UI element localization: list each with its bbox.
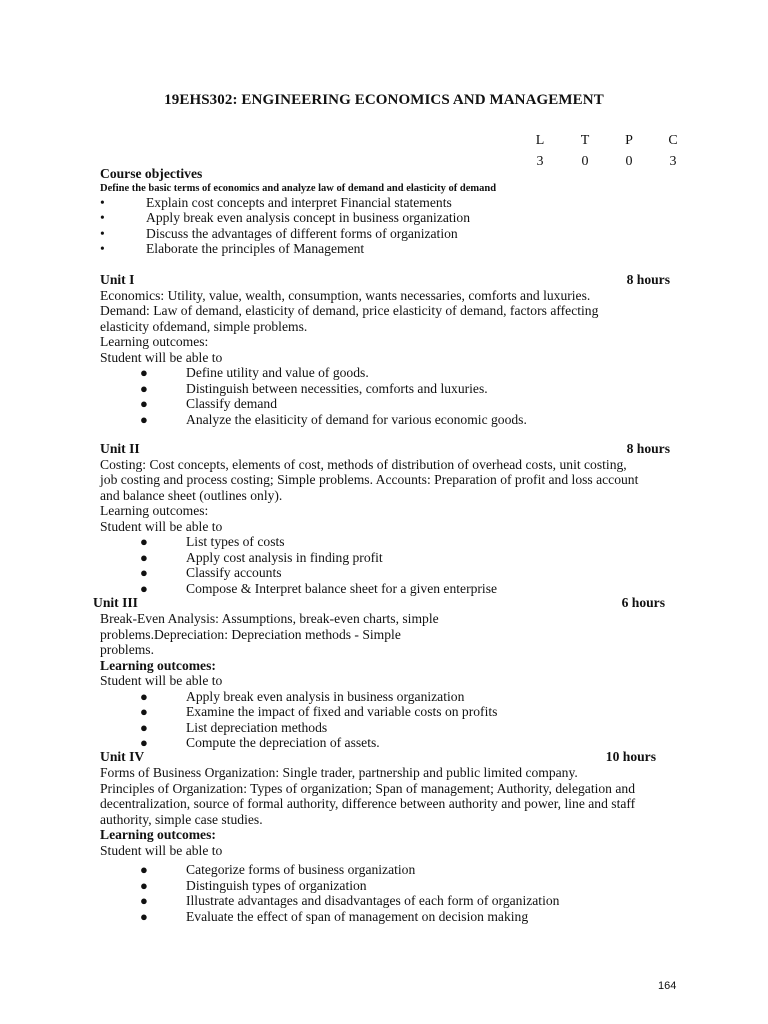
outcome-item: ● Apply break even analysis in business organization: [100, 689, 670, 705]
page-number: 164: [658, 980, 677, 992]
unit-header: [100, 441, 670, 457]
bullet-icon: ●: [140, 380, 148, 396]
unit-text-line: Student will be able to: [100, 349, 223, 365]
outcome-item: ● Categorize forms of business organization: [100, 862, 670, 878]
outcome-item: ● Define utility and value of goods.: [100, 365, 670, 381]
objective-item: • Discuss the advantages of different forms of organization: [100, 225, 458, 241]
outcome-item: ● Illustrate advantages and disadvantages of each form of organization: [100, 893, 670, 909]
objectives-lead: Define the basic terms of economics and analyze law of demand and elasticity of demand: [100, 182, 497, 194]
bullet-icon: ●: [140, 549, 148, 565]
outcome-item: ● List types of costs: [100, 534, 670, 550]
bullet-icon: ●: [140, 908, 148, 924]
unit-text-line: Economics: Utility, value, wealth, consumption, wants necessaries, comforts and luxuries.: [100, 287, 591, 303]
bullet-icon: ●: [140, 704, 148, 719]
ltpc-value-p: 0: [625, 154, 633, 169]
bullet-icon: •: [100, 225, 105, 241]
unit-text-line: and balance sheet (outlines only).: [100, 487, 283, 503]
unit-text-line: decentralization, source of formal authority, difference between authority and power, line and staff: [100, 796, 636, 811]
learning-outcomes-heading: Learning outcomes:: [100, 657, 216, 673]
unit-hours: 10 hours: [605, 749, 656, 764]
outcome-item: ● Analyze the elasiticity of demand for various economic goods.: [100, 412, 670, 428]
learning-outcomes-heading: Learning outcomes:: [100, 827, 216, 842]
bullet-icon: ●: [140, 719, 148, 735]
bullet-icon: ●: [140, 688, 148, 704]
outcome-item: ● Apply cost analysis in finding profit: [100, 550, 670, 566]
bullet-icon: ●: [140, 580, 148, 596]
outcome-item: ● Distinguish types of organization: [100, 878, 670, 894]
ltpc-header-t: T: [580, 133, 590, 148]
student-line: Student will be able to: [100, 842, 223, 858]
unit-3-header: [93, 595, 665, 611]
objective-item: • Apply break even analysis concept in business organization: [100, 210, 471, 225]
bullet-icon: ●: [140, 862, 148, 877]
unit-name: Unit III: [93, 595, 138, 610]
unit-text-line: Forms of Business Organization: Single trader, partnership and public limited company.: [100, 765, 578, 780]
unit-hours: 6 hours: [621, 595, 665, 610]
unit-name: Unit II: [100, 441, 140, 456]
unit-4-outcomes: [100, 862, 670, 924]
unit-text-line: Student will be able to: [100, 518, 223, 534]
outcome-item: ● Examine the impact of fixed and variable costs on profits: [100, 704, 670, 720]
objectives-heading: Course objectives: [100, 166, 203, 181]
outcome-item: ● Classify demand: [100, 396, 670, 412]
unit-4-header: [100, 749, 656, 765]
unit-4: [100, 765, 670, 858]
unit-hours: 8 hours: [626, 441, 670, 456]
unit-header: [100, 272, 670, 288]
unit-text-line: problems.Depreciation: Depreciation methods - Simple: [100, 626, 401, 642]
bullet-icon: ●: [140, 396, 148, 411]
objective-item: • Explain cost concepts and interpret Financial statements: [100, 194, 452, 210]
ltpc-header-l: L: [535, 133, 545, 148]
unit-3: [100, 611, 670, 751]
student-line: Student will be able to: [100, 673, 223, 688]
unit-text-line: authority, simple case studies.: [100, 811, 263, 827]
unit-text-line: Principles of Organization: Types of organization; Span of management; Authority, delegation and: [100, 780, 636, 796]
bullet-icon: •: [100, 210, 105, 225]
unit-text-line: elasticity ofdemand, simple problems.: [100, 318, 308, 334]
unit-text-line: Learning outcomes:: [100, 334, 209, 349]
ltpc-value-l: 3: [536, 154, 544, 169]
ltpc-header-c: C: [668, 133, 678, 148]
outcome-item: ● Classify accounts: [100, 565, 670, 581]
objective-item: • Elaborate the principles of Management: [100, 241, 365, 256]
bullet-icon: ●: [140, 411, 148, 427]
outcome-item: ● Evaluate the effect of span of management on decision making: [100, 909, 670, 925]
unit-text-line: job costing and process costing; Simple problems. Accounts: Preparation of profit and loss account: [100, 472, 639, 487]
bullet-icon: ●: [140, 877, 148, 893]
ltpc-value-t: 0: [581, 154, 589, 169]
course-title: 19EHS302: ENGINEERING ECONOMICS AND MANAGEMENT: [164, 92, 604, 108]
unit-text-line: Learning outcomes:: [100, 503, 209, 518]
unit-name: Unit IV: [100, 749, 145, 764]
unit-name: Unit I: [100, 272, 135, 287]
bullet-icon: ●: [140, 565, 148, 580]
unit-text-line: Break-Even Analysis: Assumptions, break-even charts, simple: [100, 611, 439, 626]
outcome-item: ● Distinguish between necessities, comforts and luxuries.: [100, 381, 670, 397]
bullet-icon: ●: [140, 534, 148, 549]
bullet-icon: ●: [140, 893, 148, 908]
outcome-item: ● Compute the depreciation of assets.: [100, 735, 670, 751]
outcome-item: ● List depreciation methods: [100, 720, 670, 736]
bullet-icon: •: [100, 194, 105, 210]
bullet-icon: ●: [140, 735, 148, 750]
unit-text-line: Costing: Cost concepts, elements of cost, methods of distribution of overhead costs, unit costing,: [100, 456, 627, 472]
unit-text-line: problems.: [100, 642, 154, 657]
unit-2: [100, 441, 670, 596]
course-objectives: [100, 166, 670, 257]
unit-hours: 8 hours: [626, 272, 670, 287]
ltpc-value-c: 3: [669, 154, 677, 169]
unit-text-line: Demand: Law of demand, elasticity of demand, price elasticity of demand, factors affecting: [100, 303, 599, 318]
bullet-icon: ●: [140, 365, 148, 380]
bullet-icon: •: [100, 241, 105, 256]
outcome-item: ● Compose & Interpret balance sheet for a given enterprise: [100, 581, 670, 597]
ltpc-header-p: P: [625, 133, 633, 148]
unit-1: [100, 272, 670, 427]
